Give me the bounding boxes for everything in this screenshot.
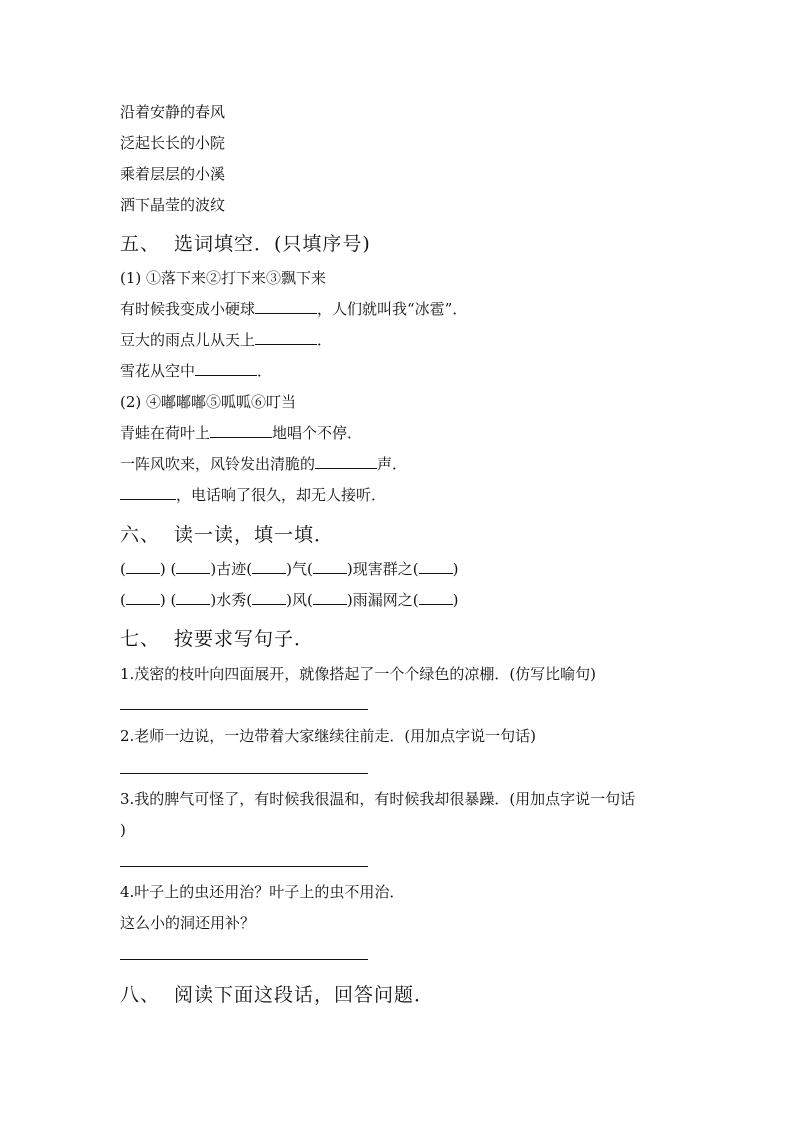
poem-line-2: 泛起长长的小院	[120, 134, 226, 152]
section-7-heading	[120, 627, 314, 651]
fill-question-4: 青蛙在荷叶上 地唱个不停．	[120, 424, 363, 442]
answer-line-2[interactable]	[120, 773, 368, 774]
fill-question-6: ，电话响了很久，却无人接听．	[120, 485, 386, 505]
idiom-blank[interactable]	[126, 590, 160, 605]
sentence-item-1: 1.茂密的枝叶向四面展开，就像搭起了一个个绿色的凉棚．(仿写比喻句)	[120, 665, 597, 683]
answer-blank[interactable]	[120, 485, 176, 500]
section-number: 五、	[120, 233, 161, 255]
fill-question-5: 一阵风吹来，风铃发出清脆的 声．	[120, 455, 408, 473]
answer-blank[interactable]	[195, 361, 257, 376]
idiom-blank[interactable]	[252, 590, 286, 605]
section-number: 八、	[120, 984, 161, 1006]
answer-line-3[interactable]	[120, 866, 368, 867]
poem-line-1: 沿着安静的春风	[120, 103, 226, 121]
answer-blank[interactable]	[255, 330, 317, 345]
section-6-heading	[120, 523, 334, 547]
section-8-heading	[120, 983, 434, 1007]
idiom-blank[interactable]	[126, 559, 160, 574]
fill-question-3: 雪花从空中 ．	[120, 362, 273, 380]
idiom-blank[interactable]	[419, 559, 453, 574]
section-title: 读一读，填一填．	[174, 524, 335, 546]
section-number: 七、	[120, 628, 161, 650]
idiom-blank[interactable]	[419, 590, 453, 605]
poem-line-4: 洒下晶莹的波纹	[120, 196, 226, 214]
idiom-blank[interactable]	[176, 559, 210, 574]
fill-question-2: 豆大的雨点儿从天上 ．	[120, 331, 333, 349]
idiom-blank[interactable]	[313, 590, 347, 605]
idiom-row-1: ( ) ( )古迹( )气( )现害群之( )	[120, 560, 459, 578]
answer-line-4[interactable]	[120, 959, 368, 960]
section-title: 按要求写句子．	[174, 628, 315, 650]
idiom-row-2: ( ) ( )水秀( )风( )雨漏网之( )	[120, 591, 459, 609]
sentence-item-4-line-2: 这么小的洞还用补？	[120, 914, 256, 932]
idiom-blank[interactable]	[252, 559, 286, 574]
sentence-item-2: 2.老师一边说，一边带着大家继续往前走．(用加点字说一句话)	[120, 727, 537, 745]
section-title: 选词填空．(只填序号)	[174, 233, 371, 255]
idiom-blank[interactable]	[176, 590, 210, 605]
answer-blank[interactable]	[255, 299, 317, 314]
word-group-2: (2) ④嘟嘟嘟⑤呱呱⑥叮当	[120, 393, 297, 411]
poem-line-3: 乘着层层的小溪	[120, 165, 226, 183]
answer-blank[interactable]	[210, 423, 272, 438]
idiom-blank[interactable]	[313, 559, 347, 574]
fill-question-1: 有时候我变成小硬球 ，人们就叫我“冰雹”．	[120, 300, 468, 318]
sentence-item-3-cont: )	[120, 821, 126, 839]
answer-line-1[interactable]	[120, 709, 368, 710]
section-number: 六、	[120, 524, 161, 546]
section-title: 阅读下面这段话，回答问题．	[174, 984, 435, 1006]
sentence-item-4: 4.叶子上的虫还用治？叶子上的虫不用治．	[120, 883, 405, 901]
word-group-1: (1) ①落下来②打下来③飘下来	[120, 269, 327, 287]
answer-blank[interactable]	[315, 454, 377, 469]
sentence-item-3: 3.我的脾气可怪了，有时候我很温和，有时候我却很暴躁．(用加点字说一句话	[120, 790, 636, 808]
section-5-heading	[120, 232, 371, 256]
